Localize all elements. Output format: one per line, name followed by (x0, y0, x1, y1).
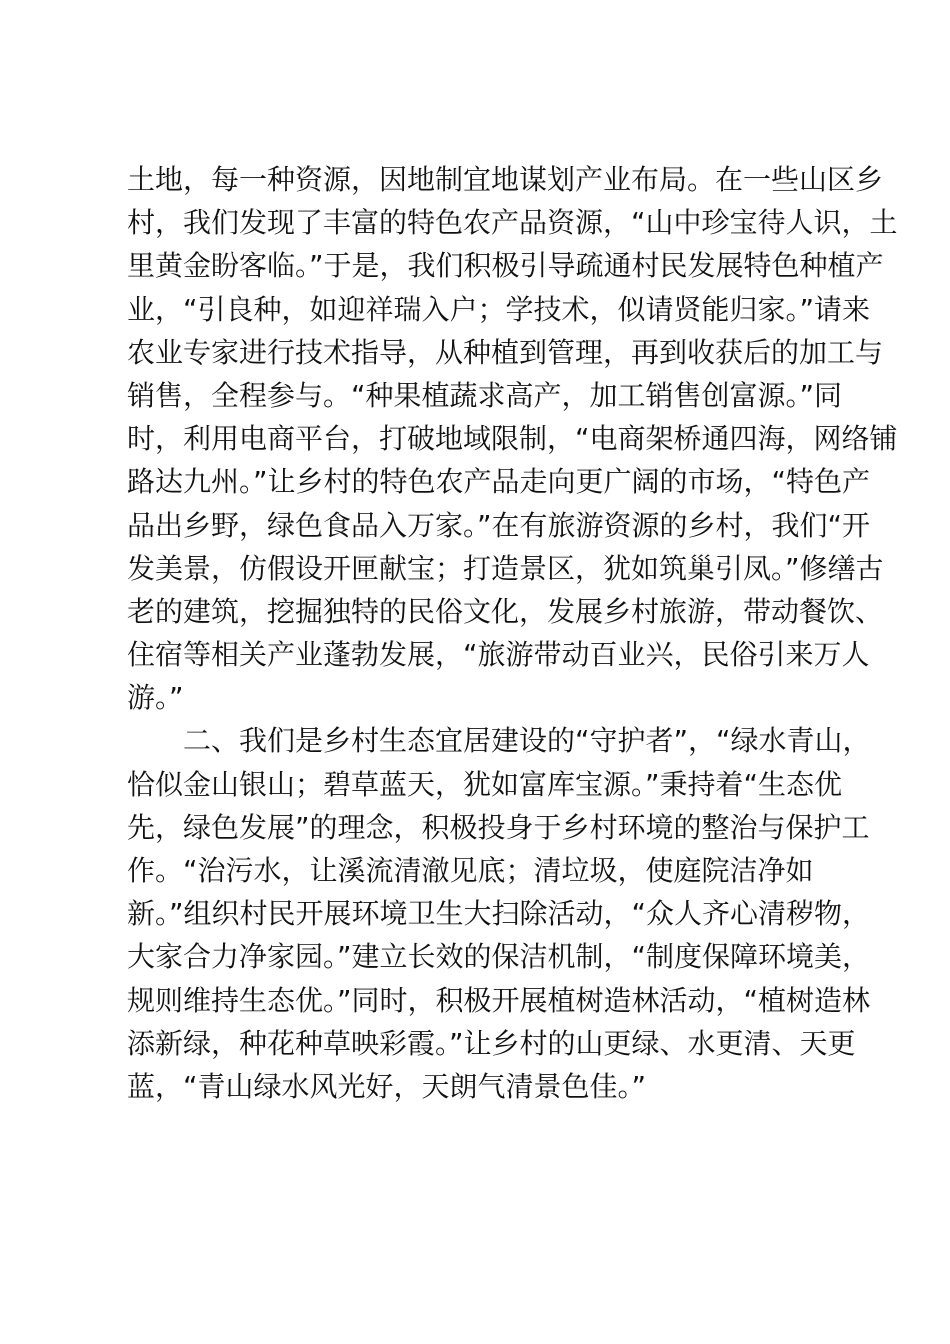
text-line: 农业专家进行技术指导，从种植到管理，再到收获后的加工与 (127, 335, 884, 369)
text-line: 大家合力净家园。”建立长效的保洁机制，“制度保障环境美， (127, 940, 871, 974)
body-text (127, 158, 898, 1108)
text-line: 住宿等相关产业蓬勃发展，“旅游带动百业兴，民俗引来万人 (127, 638, 870, 672)
section-heading-line: 二、我们是乡村生态宜居建设的“守护者”，“绿水青山， (127, 724, 871, 758)
text-line: 作。“治污水，让溪流清澈见底；清垃圾，使庭院洁净如 (127, 854, 814, 887)
text-line: 品出乡野，绿色食品入万家。”在有旅游资源的乡村，我们“开 (127, 508, 871, 542)
text-line: 发美景，仿假设开匣献宝；打造景区，犹如筑巢引凤。”修缮古 (127, 551, 884, 585)
text-line: 添新绿，种花种草映彩霞。”让乡村的山更绿、水更清、天更 (127, 1026, 856, 1060)
text-line: 路达九州。”让乡村的特色农产品走向更广阔的市场，“特色产 (127, 465, 871, 499)
text-line: 村，我们发现了丰富的特色农产品资源，“山中珍宝待人识，土 (127, 206, 898, 240)
text-line: 老的建筑，挖掘独特的民俗文化，发展乡村旅游，带动餐饮、 (127, 594, 884, 628)
text-line: 先，绿色发展”的理念，积极投身于乡村环境的整治与保护工 (127, 810, 870, 844)
text-line: 规则维持生态优。”同时，积极开展植树造林活动，“植树造林 (127, 983, 871, 1017)
text-line: 里黄金盼客临。”于是，我们积极引导疏通村民发展特色种植产 (127, 249, 884, 283)
text-line: 游。” (127, 681, 184, 715)
text-line: 土地，每一种资源，因地制宜地谋划产业布局。在一些山区乡 (127, 163, 884, 196)
text-line: 恰似金山银山；碧草蓝天，犹如富库宝源。”秉持着“生态优 (127, 767, 843, 801)
text-line: 业，“引良种，如迎祥瑞入户；学技术，似请贤能归家。”请来 (127, 292, 871, 326)
text-line: 蓝，“青山绿水风光好，天朗气清景色佳。” (127, 1069, 647, 1103)
text-line: 时，利用电商平台，打破地域限制，“电商架桥通四海，网络铺 (127, 422, 898, 456)
text-line: 新。”组织村民开展环境卫生大扫除活动，“众人齐心清秽物， (127, 897, 871, 931)
text-line: 销售，全程参与。“种果植蔬求高产，加工销售创富源。”同 (127, 378, 843, 412)
